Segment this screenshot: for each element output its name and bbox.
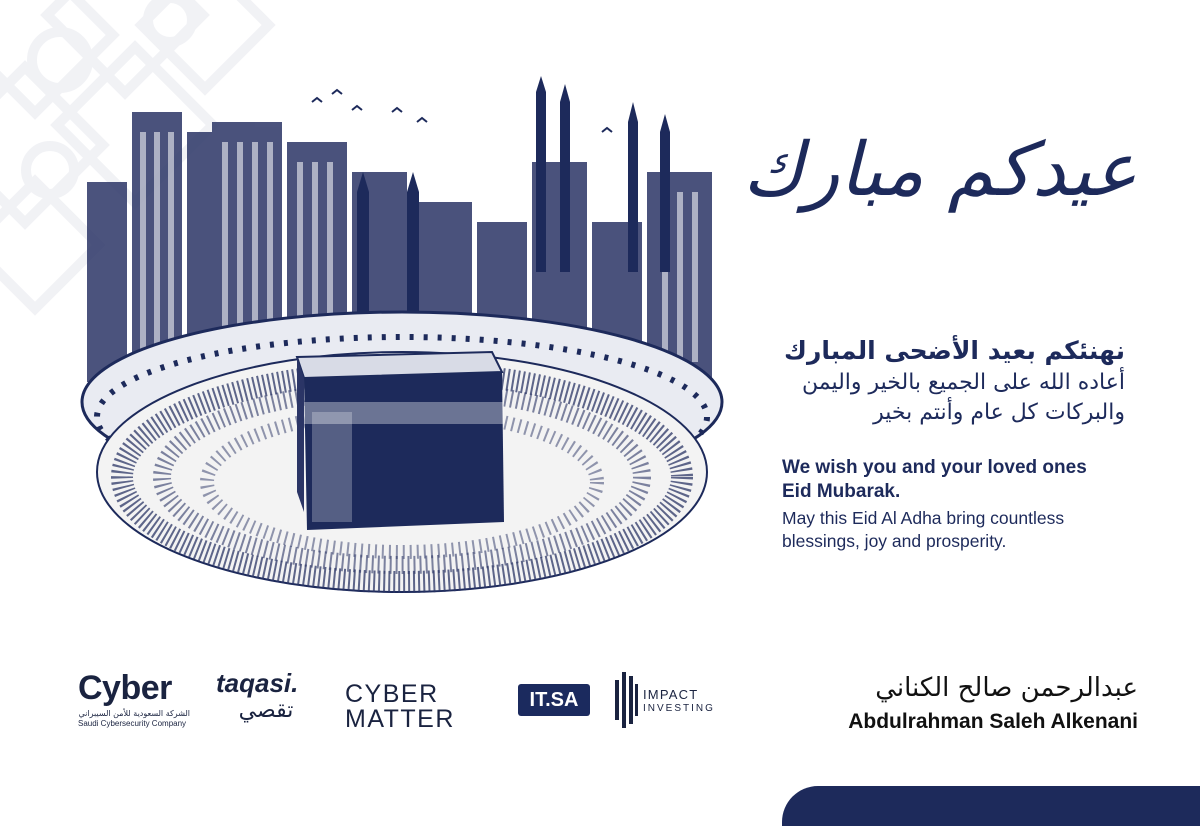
impact-logo-text [643,688,715,716]
english-greeting-body-line-1: May this Eid Al Adha bring countless [782,508,1065,528]
arabic-greeting-heading: نهنئكم بعيد الأضحى المبارك [784,336,1125,365]
taqasi-logo-word: taqasi. [216,668,299,698]
sponsor-logos [70,668,750,748]
english-greeting-body [782,507,1162,553]
signer-name-english: Abdulrahman Saleh Alkenani [848,710,1138,733]
english-greeting [782,456,1162,553]
english-greeting-line-1: We wish you and your loved ones [782,457,1087,478]
taqasi-logo [216,668,316,724]
signer-name-arabic: عبدالرحمن صالح الكناني [875,673,1138,703]
cyber-matter-line-1: CYBER [345,680,439,708]
eid-calligraphy-title: عيدكم مبارك [742,127,1138,213]
english-greeting-body-line-2: blessings, joy and prosperity. [782,531,1007,551]
cyber-logo-word: Cyber [78,669,172,707]
impact-bars-icon [615,672,639,728]
arabic-greeting-line-2: والبركات كل عام وأنتم بخير [873,400,1125,425]
cyber-matter-line-2: MATTER [345,705,455,733]
signer [760,668,1138,736]
cyber-logo [78,668,198,729]
kaaba-mecca-illustration [72,72,732,612]
impact-investing-logo [615,672,745,728]
arabic-greeting-line-1: أعاده الله على الجميع بالخير واليمن [801,370,1125,395]
cyber-logo-arabic: الشركة السعودية للأمن السيبراني [78,709,190,718]
arabic-greeting [740,334,1125,428]
impact-logo-line-2: INVESTING [643,703,715,714]
corner-accent-bar [782,786,1200,826]
cyber-logo-english: Saudi Cybersecurity Company [78,719,187,728]
english-greeting-line-2: Eid Mubarak. [782,481,901,502]
taqasi-logo-arabic: تقصي [238,698,294,723]
itsa-logo: IT.SA [518,684,590,716]
impact-logo-line-1: IMPACT [643,687,699,702]
cyber-matter-logo [345,682,485,732]
